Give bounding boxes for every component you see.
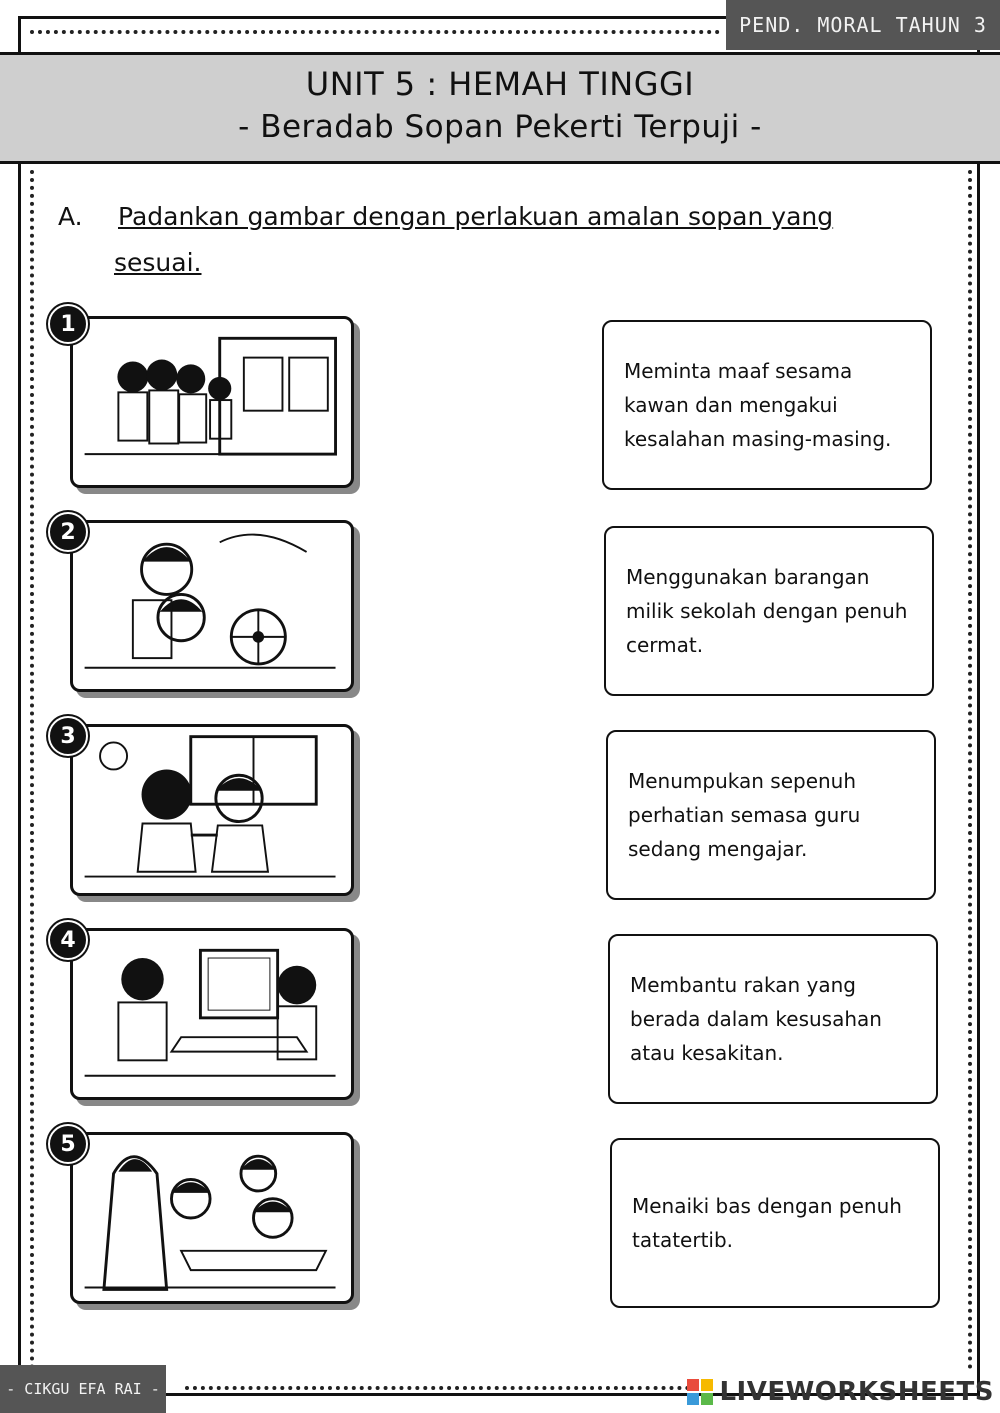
- picture-5[interactable]: [70, 1132, 354, 1304]
- answer-text: Menggunakan barangan milik sekolah dengan penuh cermat.: [626, 565, 908, 657]
- picture-number-5: 5: [48, 1124, 88, 1164]
- answer-card-1[interactable]: [602, 320, 932, 490]
- dotted-border-right: [968, 170, 972, 1370]
- instruction-line-2: sesuai.: [114, 248, 202, 277]
- answer-card-3[interactable]: [606, 730, 936, 900]
- picture-1[interactable]: [70, 316, 354, 488]
- teacher-with-pupils-picture: [73, 1135, 351, 1301]
- picture-number-1: 1: [48, 304, 88, 344]
- unit-subtitle: - Beradab Sopan Pekerti Terpuji -: [238, 109, 762, 145]
- answer-text: Membantu rakan yang berada dalam kesusahan atau kesakitan.: [630, 973, 882, 1065]
- dotted-border-bottom: [185, 1386, 690, 1390]
- students-using-computer-picture: [73, 931, 351, 1097]
- picture-number-2: 2: [48, 512, 88, 552]
- liveworksheets-logo-icon: [687, 1379, 713, 1405]
- answer-text: Menumpukan sepenuh perhatian semasa guru sedang mengajar.: [628, 769, 861, 861]
- answer-card-4[interactable]: [608, 934, 938, 1104]
- author-tag: - CIKGU EFA RAI -: [0, 1365, 166, 1413]
- instruction-line-1: Padankan gambar dengan perlakuan amalan sopan yang: [118, 202, 834, 231]
- unit-title: UNIT 5 : HEMAH TINGGI: [305, 65, 695, 103]
- picture-number-3: 3: [48, 716, 88, 756]
- answer-text: Meminta maaf sesama kawan dan mengakui kesalahan masing-masing.: [624, 359, 892, 451]
- picture-number-4: 4: [48, 920, 88, 960]
- dotted-border-left: [30, 170, 34, 1370]
- subject-tag: PEND. MORAL TAHUN 3: [726, 0, 1000, 50]
- boy-helping-friend-picture: [73, 523, 351, 689]
- section-letter: A.: [58, 202, 83, 231]
- brand-watermark: [687, 1375, 994, 1409]
- picture-2[interactable]: [70, 520, 354, 692]
- girls-shaking-hands-picture: [73, 727, 351, 893]
- picture-4[interactable]: [70, 928, 354, 1100]
- children-boarding-bus-picture: [73, 319, 351, 485]
- brand-name: LIVEWORKSHEETS: [719, 1377, 994, 1407]
- title-banner: [0, 52, 1000, 164]
- answer-card-5[interactable]: [610, 1138, 940, 1308]
- answer-text: Menaiki bas dengan penuh tatatertib.: [632, 1194, 902, 1252]
- picture-3[interactable]: [70, 724, 354, 896]
- dotted-border-top: [30, 30, 720, 34]
- answer-card-2[interactable]: [604, 526, 934, 696]
